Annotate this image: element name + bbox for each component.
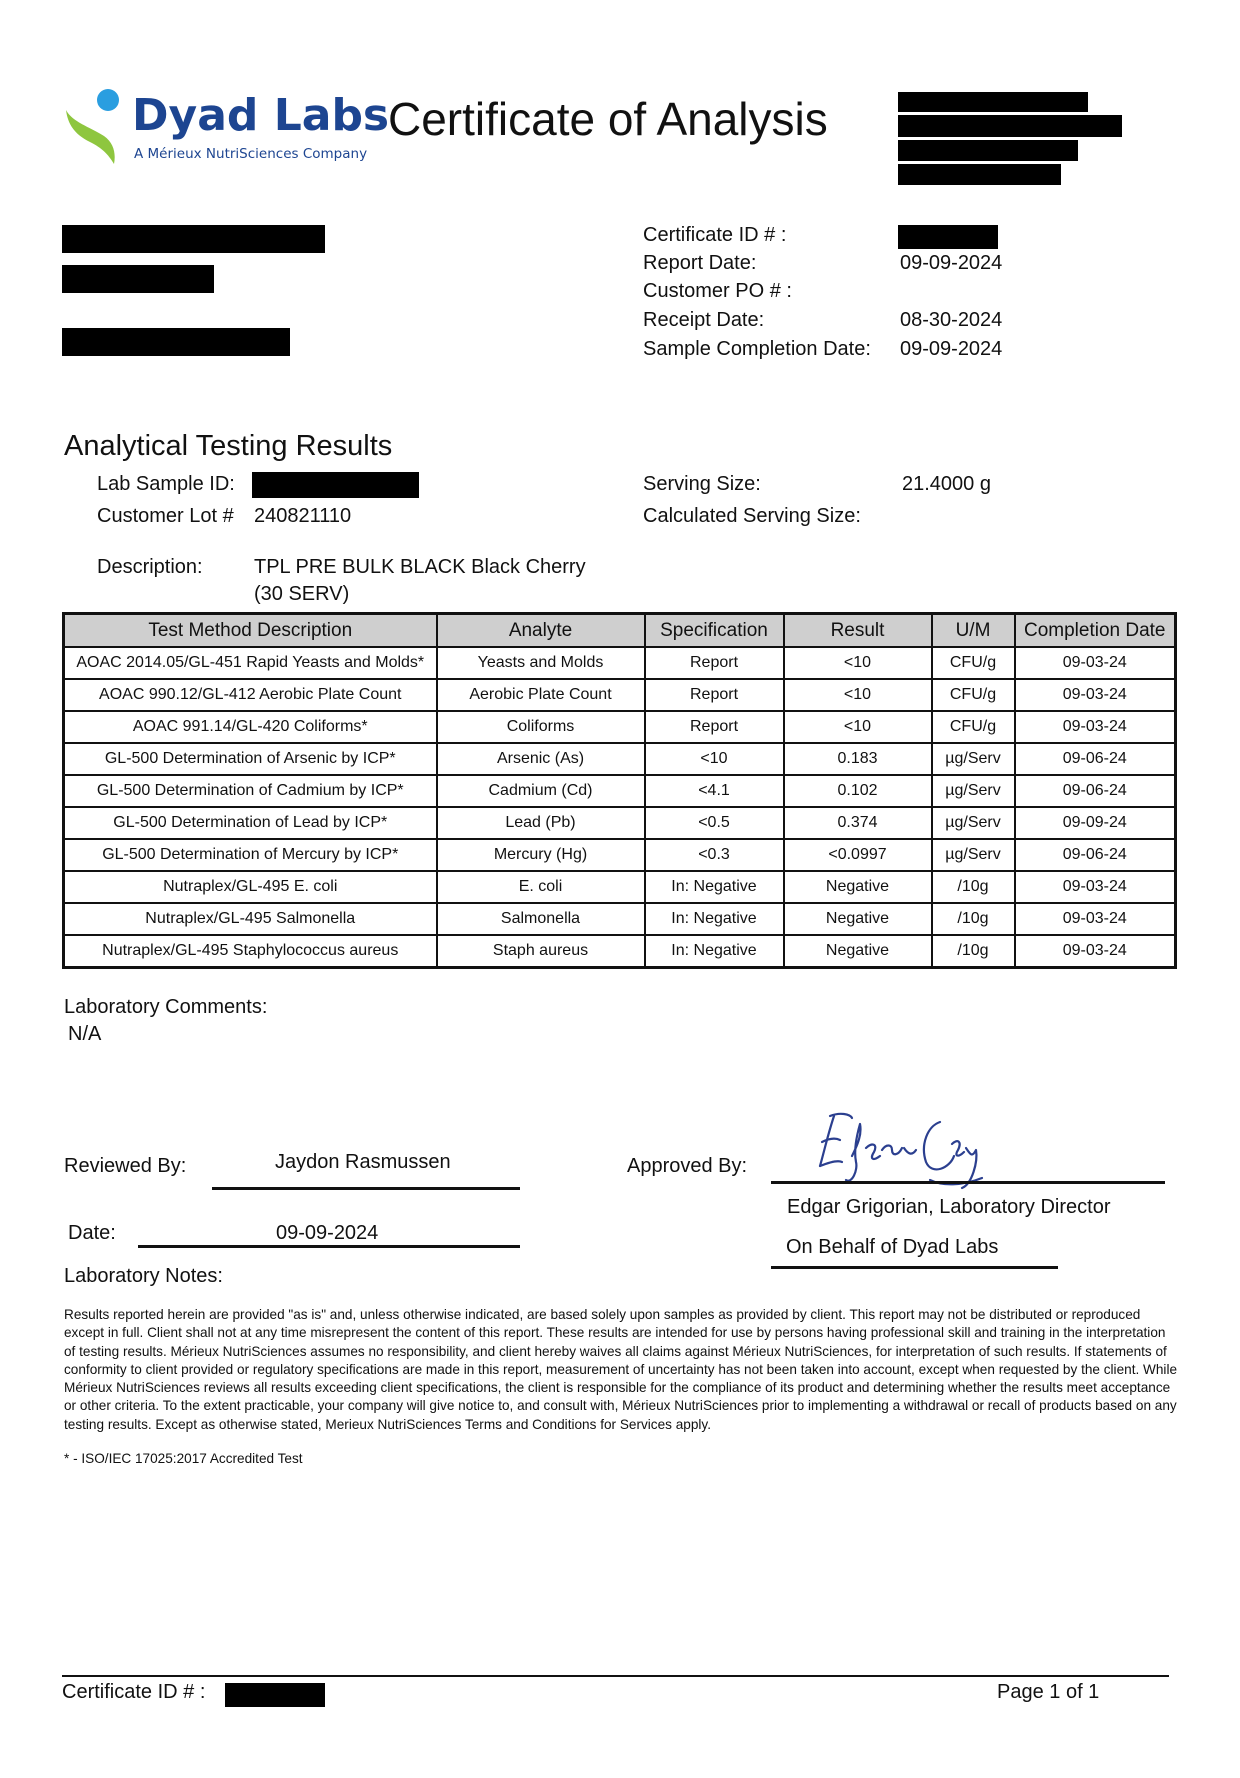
completion-date-cell: 09-06-24 xyxy=(1015,743,1176,775)
table-row xyxy=(64,743,1176,775)
column-header: Result xyxy=(784,614,932,648)
result-cell: <10 xyxy=(784,679,932,711)
analyte-cell: Yeasts and Molds xyxy=(437,647,645,679)
report-date-label: Report Date: xyxy=(643,252,757,274)
brand-name: Dyad Labs xyxy=(132,90,390,141)
method-cell: GL-500 Determination of Lead by ICP* xyxy=(64,807,437,839)
column-header: U/M xyxy=(932,614,1015,648)
completion-date-cell: 09-03-24 xyxy=(1015,871,1176,903)
specification-cell: <4.1 xyxy=(645,775,784,807)
description-label: Description: xyxy=(97,556,203,578)
redacted-block xyxy=(898,92,1088,112)
section-title: Analytical Testing Results xyxy=(64,430,393,462)
completion-date-cell: 09-03-24 xyxy=(1015,711,1176,743)
specification-cell: In: Negative xyxy=(645,871,784,903)
customer-lot-label: Customer Lot # xyxy=(97,505,234,527)
review-date: 09-09-2024 xyxy=(276,1222,379,1244)
redacted-footer-certificate-id xyxy=(225,1683,325,1707)
table-row xyxy=(64,935,1176,968)
comments-label: Laboratory Comments: xyxy=(64,996,268,1018)
receipt-date-value: 08-30-2024 xyxy=(900,309,1003,331)
brand-tagline: A Mérieux NutriSciences Company xyxy=(134,146,368,162)
completion-date-cell: 09-09-24 xyxy=(1015,807,1176,839)
table-row xyxy=(64,775,1176,807)
method-cell: AOAC 990.12/GL-412 Aerobic Plate Count xyxy=(64,679,437,711)
method-cell: AOAC 2014.05/GL-451 Rapid Yeasts and Molds* xyxy=(64,647,437,679)
unit-cell: /10g xyxy=(932,903,1015,935)
page-number: Page 1 of 1 xyxy=(997,1681,1100,1703)
completion-date-cell: 09-03-24 xyxy=(1015,903,1176,935)
specification-cell: Report xyxy=(645,679,784,711)
column-header: Analyte xyxy=(437,614,645,648)
notes-text: Results reported herein are provided "as is" and, unless otherwise indicated, are based solely upon samples as provided by client. This report may not be distributed or reproduced except in full. Client shall not at any time misrepresent the content of this report. These results are intended for use by persons having professional skill and training in the interpretation of testing results. Mérieux NutriSciences assumes no responsibility, and client hereby waives all claims against Mérieux NutriSciences, for interpretation of such results. If statements of conformity to client provided or regulatory specifications are made in this report, measurement of uncertainty has not been taken into account, except when requested by the client. While Mérieux NutriSciences reviews all results exceeding client specifications, the client is responsible for the compliance of its product and determining whether the results meet acceptance or other criteria. To the extent practicable, your company will give notice to, and consult with, Mérieux NutriSciences prior to implementing a withdrawal or recall of products based on any testing results. Except as otherwise stated, Merieux NutriSciences Terms and Conditions for Services apply. xyxy=(64,1307,1178,1432)
specification-cell: Report xyxy=(645,711,784,743)
result-cell: <10 xyxy=(784,711,932,743)
method-cell: Nutraplex/GL-495 E. coli xyxy=(64,871,437,903)
result-cell: Negative xyxy=(784,935,932,968)
column-header: Specification xyxy=(645,614,784,648)
unit-cell: µg/Serv xyxy=(932,839,1015,871)
serving-size-value: 21.4000 g xyxy=(902,473,991,495)
calculated-serving-label: Calculated Serving Size: xyxy=(643,505,861,527)
description-line-2: (30 SERV) xyxy=(254,583,350,605)
method-cell: Nutraplex/GL-495 Salmonella xyxy=(64,903,437,935)
specification-cell: In: Negative xyxy=(645,903,784,935)
lab-sample-id-label: Lab Sample ID: xyxy=(97,473,235,495)
table-row xyxy=(64,807,1176,839)
description-line-1: TPL PRE BULK BLACK Black Cherry xyxy=(254,556,586,578)
comments-value: N/A xyxy=(68,1023,102,1045)
redacted-block xyxy=(898,115,1122,137)
on-behalf-line xyxy=(771,1266,1058,1269)
unit-cell: CFU/g xyxy=(932,679,1015,711)
redacted-block xyxy=(898,164,1061,185)
table-row xyxy=(64,903,1176,935)
serving-size-label: Serving Size: xyxy=(643,473,761,495)
redacted-lab-sample-id xyxy=(252,472,419,498)
reviewer-signature-line xyxy=(212,1187,520,1190)
on-behalf-text: On Behalf of Dyad Labs xyxy=(786,1236,999,1258)
unit-cell: /10g xyxy=(932,871,1015,903)
approver-signature-line xyxy=(771,1181,1165,1184)
completion-date-cell: 09-06-24 xyxy=(1015,775,1176,807)
method-cell: GL-500 Determination of Mercury by ICP* xyxy=(64,839,437,871)
result-cell: 0.183 xyxy=(784,743,932,775)
company-logo xyxy=(64,88,390,168)
unit-cell: µg/Serv xyxy=(932,775,1015,807)
result-cell: 0.102 xyxy=(784,775,932,807)
analyte-cell: Mercury (Hg) xyxy=(437,839,645,871)
method-cell: AOAC 991.14/GL-420 Coliforms* xyxy=(64,711,437,743)
completion-date-value: 09-09-2024 xyxy=(900,338,1003,360)
customer-po-label: Customer PO # : xyxy=(643,280,792,302)
date-label: Date: xyxy=(68,1222,116,1244)
logo-leaf-icon xyxy=(64,88,128,166)
result-cell: 0.374 xyxy=(784,807,932,839)
table-header-row xyxy=(64,614,1176,648)
result-cell: <0.0997 xyxy=(784,839,932,871)
completion-date-label: Sample Completion Date: xyxy=(643,338,871,360)
completion-date-cell: 09-03-24 xyxy=(1015,935,1176,968)
method-cell: GL-500 Determination of Arsenic by ICP* xyxy=(64,743,437,775)
date-signature-line xyxy=(138,1245,520,1248)
column-header: Completion Date xyxy=(1015,614,1176,648)
result-cell: Negative xyxy=(784,871,932,903)
approved-by-label: Approved By: xyxy=(627,1155,748,1177)
method-cell: Nutraplex/GL-495 Staphylococcus aureus xyxy=(64,935,437,968)
column-header: Test Method Description xyxy=(64,614,437,648)
analyte-cell: Salmonella xyxy=(437,903,645,935)
unit-cell: µg/Serv xyxy=(932,807,1015,839)
completion-date-cell: 09-03-24 xyxy=(1015,647,1176,679)
specification-cell: <0.5 xyxy=(645,807,784,839)
method-cell: GL-500 Determination of Cadmium by ICP* xyxy=(64,775,437,807)
analyte-cell: Cadmium (Cd) xyxy=(437,775,645,807)
unit-cell: CFU/g xyxy=(932,647,1015,679)
results-table xyxy=(62,612,1177,969)
analyte-cell: Aerobic Plate Count xyxy=(437,679,645,711)
table-row xyxy=(64,647,1176,679)
footer-rule xyxy=(62,1675,1169,1677)
result-cell: <10 xyxy=(784,647,932,679)
customer-lot-value: 240821110 xyxy=(254,505,352,527)
footer-certificate-id-label: Certificate ID # : xyxy=(62,1681,206,1703)
unit-cell: /10g xyxy=(932,935,1015,968)
notes-label: Laboratory Notes: xyxy=(64,1265,223,1287)
unit-cell: CFU/g xyxy=(932,711,1015,743)
redacted-block xyxy=(62,328,290,356)
certificate-id-label: Certificate ID # : xyxy=(643,224,787,246)
approver-name: Edgar Grigorian, Laboratory Director xyxy=(787,1196,1111,1218)
analyte-cell: Lead (Pb) xyxy=(437,807,645,839)
specification-cell: In: Negative xyxy=(645,935,784,968)
table-row xyxy=(64,679,1176,711)
table-row xyxy=(64,839,1176,871)
report-date-value: 09-09-2024 xyxy=(900,252,1003,274)
table-row xyxy=(64,711,1176,743)
reviewed-by-label: Reviewed By: xyxy=(64,1155,187,1177)
redacted-block xyxy=(898,140,1078,161)
completion-date-cell: 09-03-24 xyxy=(1015,679,1176,711)
table-row xyxy=(64,871,1176,903)
analyte-cell: Staph aureus xyxy=(437,935,645,968)
analyte-cell: Coliforms xyxy=(437,711,645,743)
reviewer-name: Jaydon Rasmussen xyxy=(275,1151,451,1173)
specification-cell: <0.3 xyxy=(645,839,784,871)
completion-date-cell: 09-06-24 xyxy=(1015,839,1176,871)
specification-cell: Report xyxy=(645,647,784,679)
redacted-block xyxy=(62,265,214,293)
specification-cell: <10 xyxy=(645,743,784,775)
document-title: Certificate of Analysis xyxy=(388,93,828,145)
redacted-certificate-id xyxy=(898,225,998,249)
receipt-date-label: Receipt Date: xyxy=(643,309,765,331)
accreditation-footnote: * - ISO/IEC 17025:2017 Accredited Test xyxy=(64,1451,303,1466)
unit-cell: µg/Serv xyxy=(932,743,1015,775)
redacted-block xyxy=(62,225,325,253)
analyte-cell: E. coli xyxy=(437,871,645,903)
result-cell: Negative xyxy=(784,903,932,935)
analyte-cell: Arsenic (As) xyxy=(437,743,645,775)
